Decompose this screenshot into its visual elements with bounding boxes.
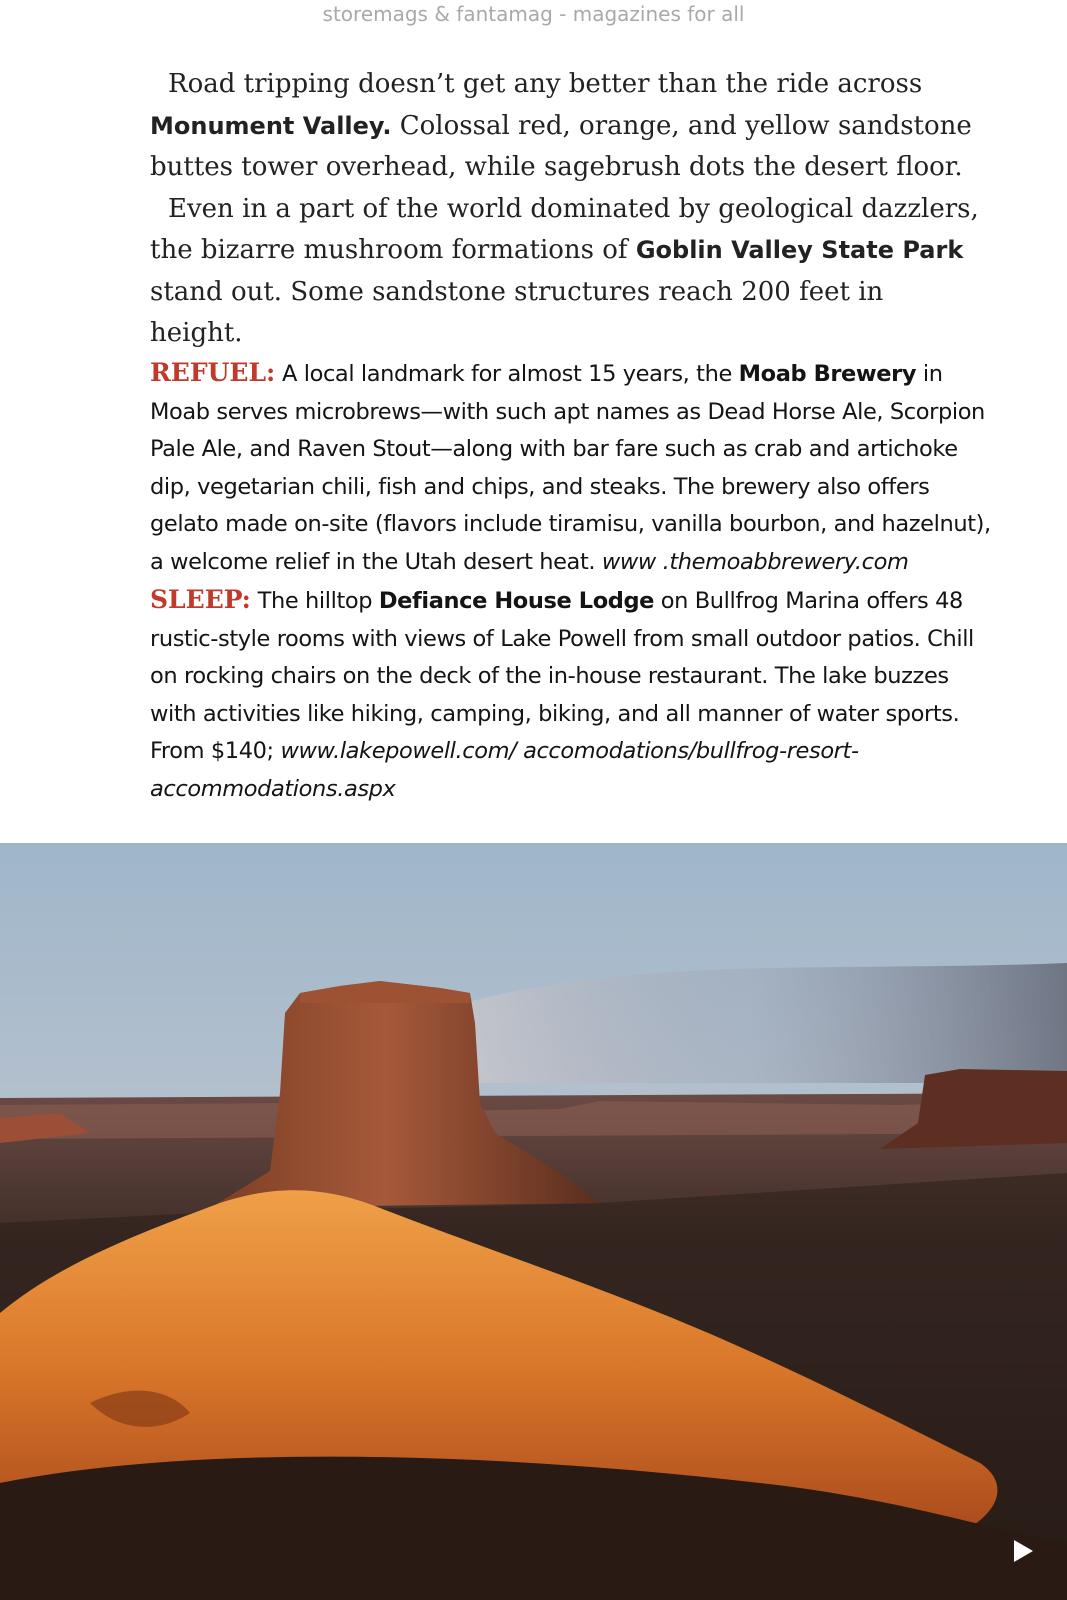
monument-valley-photo [0,843,1067,1600]
refuel-label: REFUEL: [150,358,276,387]
sleep-text-a: The hilltop [250,588,379,614]
intro-text [150,64,980,355]
defiance-house-name: Defiance House Lodge [378,588,655,614]
moab-brewery-name: Moab Brewery [738,361,917,387]
intro-p2-text-b: stand out. Some sandstone structures reach 200 feet in height. [150,276,884,348]
intro-paragraph-1 [150,64,980,189]
intro-p1-text-a: Road tripping doesn’t get any better than the ride across [168,69,923,99]
goblin-valley-name: Goblin Valley State Park [635,236,964,264]
refuel-text-a: A local landmark for almost 15 years, the [275,361,739,387]
intro-p2-text-a: Even in a part of the world dominated by geological dazzlers, the bizarre mushroom formations of [150,193,979,265]
monument-valley-name: Monument Valley. [150,111,392,140]
tips-block [150,354,995,808]
moab-brewery-url[interactable]: www .themoabbrewery.com [601,548,909,575]
intro-paragraph-2 [150,189,980,355]
sleep-text-b: on Bullfrog Marina offers 48 rustic-style rooms with views of Lake Powell from small outdoor patios. Chill on rocking chairs on the deck of the in-house restaurant. The lake buzzes with activities like hiking, camping, biking, and all manner of water sports. From $140; [150,588,974,764]
sleep-label: SLEEP: [150,585,251,614]
watermark: storemags & fantamag - magazines for all [322,2,745,26]
intro-p1-text-b: Colossal red, orange, and yellow sandstone buttes tower overhead, while sagebrush dots the desert floor. [150,110,972,182]
photo-illustration [0,843,1067,1600]
lake-powell-url[interactable]: www.lakepowell.com/ accomodations/bullfrog-resort-accommodations.aspx [150,738,859,802]
refuel-text-b: in Moab serves microbrews—with such apt names as Dead Horse Ale, Scorpion Pale Ale, and Raven Stout—along with bar fare such as crab and artichoke dip, vegetarian chili, fish and chips, and steaks. The brewery also offers gelato made on-site (flavors include tiramisu, vanilla bourbon, and hazelnut), a welcome relief in the Utah desert heat. [150,361,991,575]
next-page-button[interactable] [1007,1536,1037,1566]
play-arrow-icon [1007,1536,1037,1566]
tips-paragraph [150,354,995,808]
